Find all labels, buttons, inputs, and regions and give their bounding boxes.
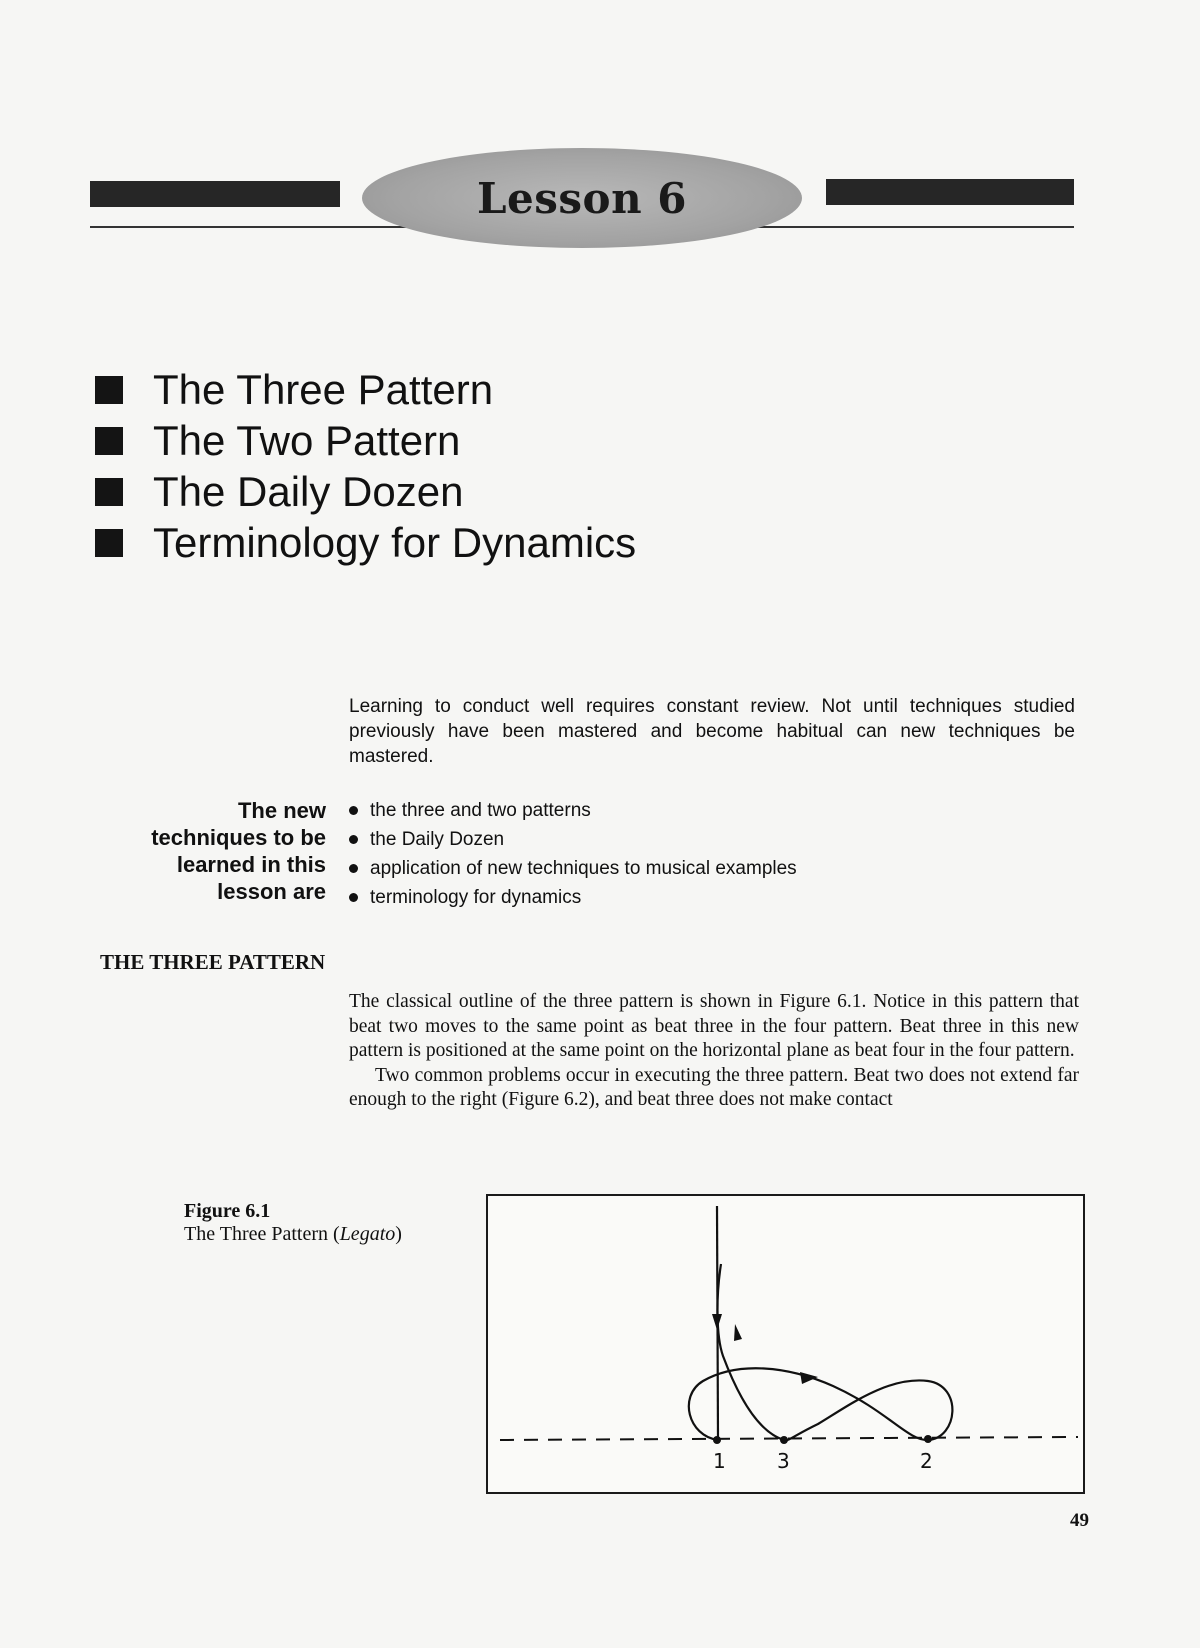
techniques-list [349,796,797,912]
topic-text: Terminology for Dynamics [153,518,637,566]
right-arrow-icon [800,1372,818,1384]
topic-item [95,364,636,415]
up-arrow-icon [734,1324,742,1341]
beat-point [780,1436,788,1444]
intro-paragraph: Learning to conduct well requires constant review. Not until techniques studied previously have been mastered and become habitual can new techniques be mastered. [349,696,1075,767]
figure-title-italic: Legato [339,1223,396,1245]
bullet-dot-icon [349,835,358,844]
beat-point [713,1436,721,1444]
section-heading: THE THREE PATTERN [100,950,326,974]
topic-text: The Three Pattern [153,365,494,413]
side-heading-line: lesson are [217,879,326,904]
beat-label: 1 [713,1449,726,1473]
topic-item [95,415,636,466]
page-number: 49 [1070,1510,1089,1531]
figure-caption: Figure 6.1 The Three Pattern (Legato) [184,1200,402,1245]
bullet-dot-icon [349,864,358,873]
topic-text: The Two Pattern [153,416,461,464]
technique-text: the three and two patterns [370,800,591,821]
technique-text: application of new techniques to musical examples [370,858,797,879]
banner-rule-right [720,226,1074,228]
technique-text: terminology for dynamics [370,887,582,908]
bullet-dot-icon [349,893,358,902]
side-heading [100,797,326,905]
beat-point [924,1435,932,1443]
technique-item [349,796,797,825]
technique-item [349,854,797,883]
topic-item [95,517,636,568]
banner-bar-left [90,181,340,207]
figure-label: Figure 6.1 [184,1200,271,1222]
technique-text: the Daily Dozen [370,829,505,850]
beat-label: 3 [777,1449,790,1473]
body-paragraph: Two common problems occur in executing the three pattern. Beat two does not extend far enough to the right (Figure 6.2), and beat three does not make contact [349,1064,1079,1110]
square-bullet-icon [95,376,123,404]
figure-title: The Three Pattern [184,1223,329,1245]
lesson-title: Lesson 6 [477,173,687,223]
topic-text: The Daily Dozen [153,467,464,515]
three-pattern-path [689,1264,953,1440]
banner-rule-left [90,226,430,228]
body-text [349,990,1079,1113]
side-heading-line: The new [237,798,326,823]
body-paragraph: The classical outline of the three pattern is shown in Figure 6.1. Notice in this pattern that beat two moves to the same point as beat three in the four pattern. Beat three in this new pattern is positioned at the same point on the horizontal plane as beat four in the four pattern. [349,991,1079,1061]
technique-item [349,883,797,912]
beat-label: 2 [920,1449,933,1473]
square-bullet-icon [95,427,123,455]
three-pattern-figure [486,1194,1085,1494]
lesson-banner-oval [362,148,802,248]
square-bullet-icon [95,478,123,506]
bullet-dot-icon [349,806,358,815]
topic-list [95,364,636,568]
three-pattern-diagram [488,1196,1083,1492]
topic-item [95,466,636,517]
technique-item [349,825,797,854]
side-heading-line: techniques to be [151,825,326,850]
side-heading-line: learned in this [176,852,326,877]
square-bullet-icon [95,529,123,557]
banner-bar-right [826,179,1074,205]
